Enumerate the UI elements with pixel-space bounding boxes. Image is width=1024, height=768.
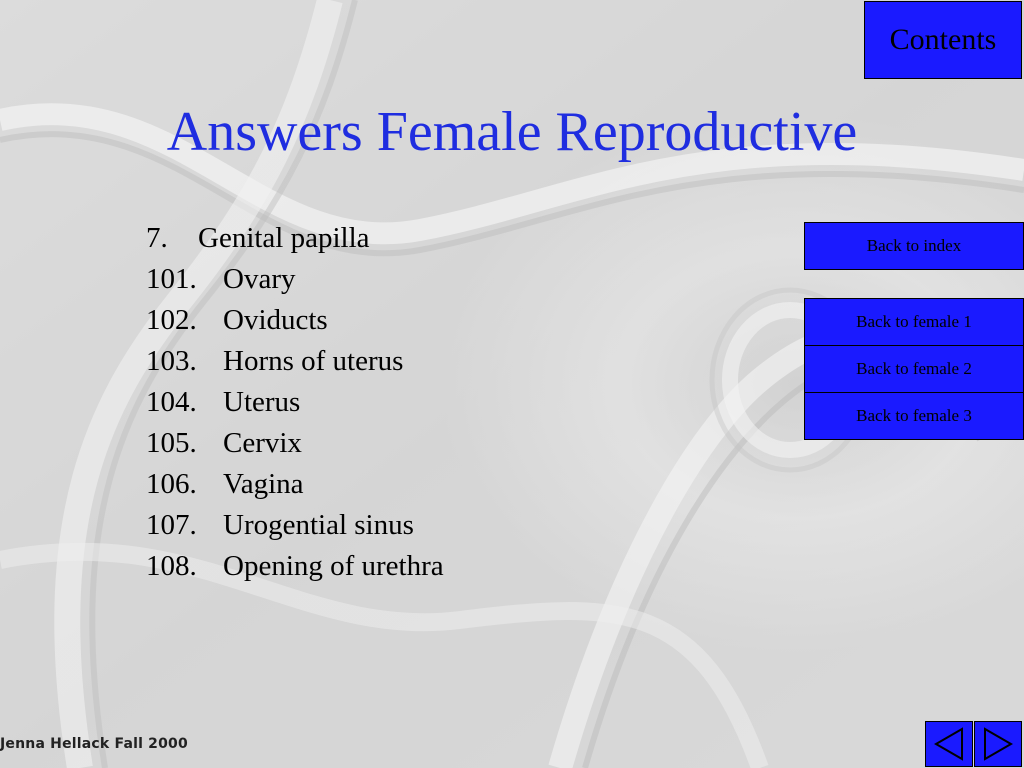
item-number: 102. (146, 304, 197, 336)
item-label: Genital papilla (198, 222, 370, 254)
next-slide-button[interactable] (974, 721, 1022, 767)
back-to-female-2-button[interactable] (804, 345, 1024, 393)
triangle-left-icon (926, 722, 972, 766)
item-label: Cervix (223, 427, 302, 459)
item-label: Vagina (223, 468, 304, 500)
previous-slide-button[interactable] (925, 721, 973, 767)
item-number: 103. (146, 345, 197, 377)
list-item (146, 382, 444, 423)
item-label: Ovary (223, 263, 296, 295)
triangle-right-icon (975, 722, 1021, 766)
list-item (146, 464, 444, 505)
list-item (146, 259, 444, 300)
list-item (146, 341, 444, 382)
back-to-female-1-label: Back to female 1 (856, 312, 972, 331)
list-item (146, 505, 444, 546)
contents-button-label: Contents (889, 23, 997, 56)
list-item (146, 300, 444, 341)
slide-title: Answers Female Reproductive (166, 101, 858, 163)
item-number: 108. (146, 550, 197, 582)
item-number: 104. (146, 386, 197, 418)
list-item (146, 423, 444, 464)
item-label: Uterus (223, 386, 301, 418)
back-to-index-button[interactable] (804, 222, 1024, 270)
footer-credit: Jenna Hellack Fall 2000 (0, 736, 188, 752)
item-label: Oviducts (223, 304, 328, 336)
answer-list (146, 218, 444, 587)
list-item (146, 218, 444, 259)
back-to-index-label: Back to index (866, 236, 962, 255)
item-number: 105. (146, 427, 197, 459)
item-label: Opening of urethra (223, 550, 444, 582)
contents-button[interactable] (864, 1, 1022, 79)
back-to-female-1-button[interactable] (804, 298, 1024, 346)
item-number: 101. (146, 263, 197, 295)
back-to-female-3-label: Back to female 3 (856, 406, 972, 425)
item-label: Horns of uterus (223, 345, 404, 377)
item-number: 106. (146, 468, 197, 500)
item-number: 107. (146, 509, 197, 541)
list-item (146, 546, 444, 587)
item-label: Urogential sinus (223, 509, 414, 541)
back-to-female-2-label: Back to female 2 (856, 359, 972, 378)
back-to-female-3-button[interactable] (804, 392, 1024, 440)
item-number: 7. (146, 222, 168, 254)
